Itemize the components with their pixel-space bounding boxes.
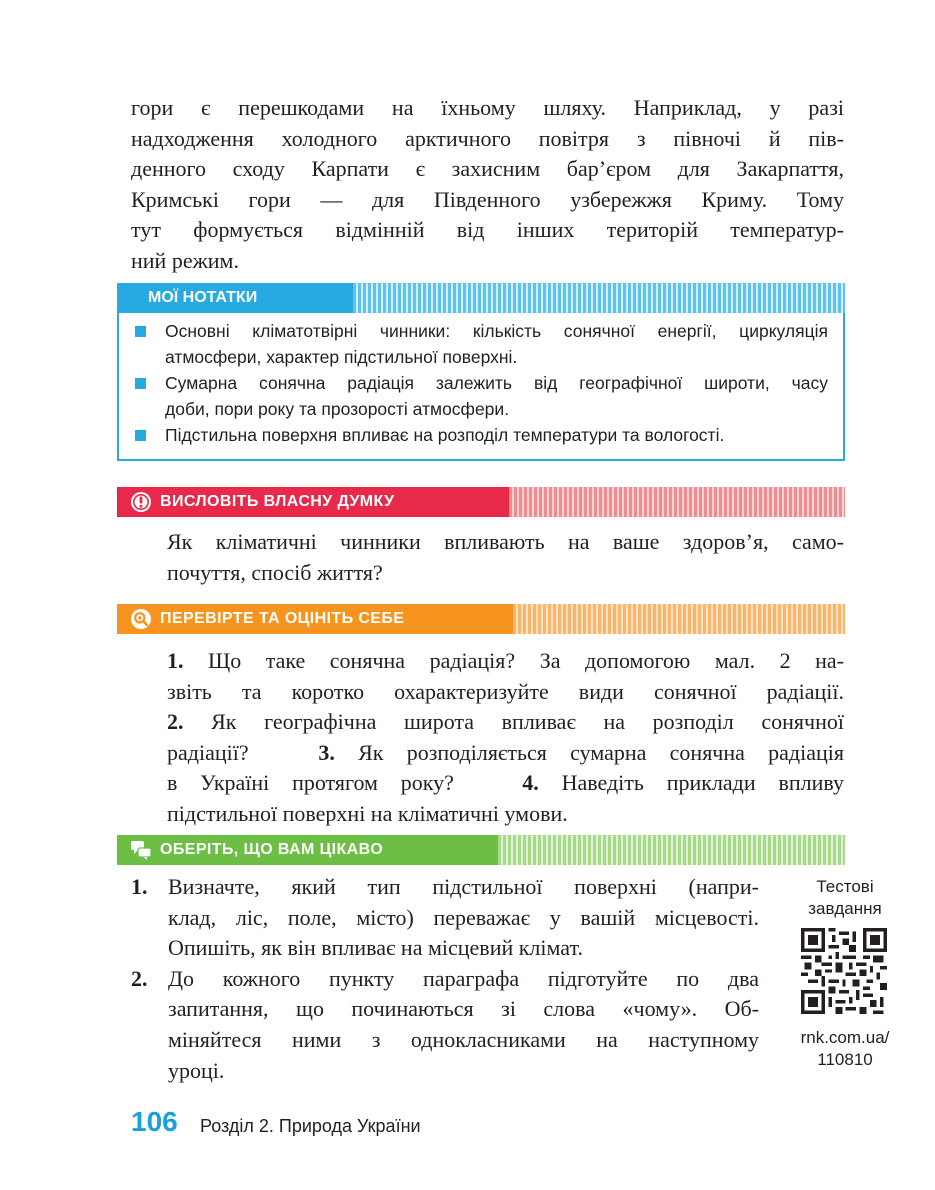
opinion-title: ВИСЛОВІТЬ ВЛАСНУ ДУМКУ — [160, 493, 395, 510]
qr-link-line: 110810 — [817, 1050, 873, 1069]
intro-line: гори є перешкодами на їхньому шляху. Наприклад, у разі — [131, 95, 844, 120]
opinion-line: Як кліматичні чинники впливають на ваше здоров’я, само- — [167, 529, 844, 554]
question-text: в Україні протягом року? — [167, 770, 454, 796]
question-text: Що таке сонячна радіація? За допомогою мал. 2 на- — [208, 648, 844, 673]
opinion-header-stripes — [509, 487, 845, 517]
item-line: запитання, що починаються зі слова «чому». Об- — [168, 996, 759, 1022]
check-title: ПЕРЕВІРТЕ ТА ОЦІНІТЬ СЕБЕ — [160, 610, 405, 627]
choose-header-bar — [117, 835, 498, 865]
check-questions — [167, 646, 844, 830]
footer-section: Розділ 2. Природа України — [200, 1116, 421, 1136]
magnifier-icon — [130, 608, 152, 630]
square-bullet-icon — [135, 378, 146, 389]
note-item — [134, 422, 828, 448]
chat-icon — [130, 839, 152, 861]
qr-title-line: Тестові — [816, 877, 874, 896]
check-line — [167, 677, 844, 708]
item-line: До кожного пункту параграфа підготуйте по два — [168, 965, 759, 991]
list-item — [131, 872, 759, 964]
item-line: уроці. — [168, 1057, 225, 1083]
item-line: міняйтеся ними з однокласниками на наступному — [168, 1026, 759, 1052]
check-header-bar — [117, 604, 513, 634]
opinion-text — [167, 527, 844, 588]
item-line: Визначте, який тип підстильної поверхні (напри- — [168, 874, 759, 899]
exclamation-icon — [130, 491, 152, 513]
note-item — [134, 318, 828, 370]
intro-line: денного сходу Карпати є захисним бар’єром для Закарпаття, — [131, 156, 844, 182]
qr-title — [790, 876, 900, 920]
choose-header — [117, 835, 845, 865]
question-number: 3. — [318, 739, 335, 765]
question-text: Як розподіляється сумарна сонячна радіація — [358, 739, 844, 765]
note-line: Підстильна поверхня впливає на розподіл температури та вологості. — [165, 425, 725, 445]
item-line: клад, ліс, поле, місто) переважає у вашій місцевості. — [168, 904, 759, 930]
check-line — [167, 799, 844, 830]
note-line: доби, пори року та прозорості атмосфери. — [165, 399, 510, 419]
question-number: 1. — [167, 648, 184, 673]
page-number: 106 — [131, 1106, 178, 1137]
question-number: 2. — [167, 709, 184, 735]
opinion-line: почуття, спосіб життя? — [167, 559, 383, 585]
question-text: звіть та коротко охарактеризуйте види сонячної радіації. — [167, 678, 844, 704]
qr-link-line: rnk.com.ua/ — [800, 1028, 890, 1047]
notes-list — [134, 318, 828, 448]
check-line — [167, 707, 844, 738]
question-text: радіації? — [167, 739, 249, 765]
note-line: атмосфери, характер підстильної поверхні. — [165, 347, 518, 367]
question-text: Як географічна широта впливає на розподіл сонячної — [211, 709, 845, 735]
intro-line: тут формується відмінній від інших територій температур- — [131, 217, 844, 243]
qr-title-line: завдання — [808, 899, 882, 918]
item-number: 1. — [131, 874, 148, 899]
note-item — [134, 370, 828, 422]
notes-header — [117, 283, 845, 313]
intro-paragraph — [131, 93, 844, 277]
opinion-header-bar — [117, 487, 509, 517]
item-number: 2. — [131, 965, 148, 991]
qr-code[interactable] — [801, 928, 887, 1014]
choose-title: ОБЕРІТЬ, ЩО ВАМ ЦІКАВО — [160, 841, 384, 858]
list-item — [131, 964, 759, 1086]
square-bullet-icon — [135, 326, 146, 337]
question-text: Наведіть приклади впливу — [561, 770, 844, 796]
note-line: Основні кліматотвірні чинники: кількість сонячної енергії, циркуляція — [165, 321, 828, 341]
opinion-header — [117, 487, 845, 517]
item-line: Опишіть, як він впливає на місцевий клімат. — [168, 935, 583, 961]
check-header — [117, 604, 845, 634]
check-line — [167, 646, 844, 677]
question-number: 4. — [522, 770, 539, 796]
check-header-stripes — [513, 604, 845, 634]
choose-list — [131, 872, 759, 1086]
intro-line: ний режим. — [131, 247, 239, 273]
notes-header-stripes — [353, 283, 845, 313]
question-text: підстильної поверхні на кліматичні умови. — [167, 800, 568, 826]
check-line — [167, 768, 844, 799]
qr-link[interactable] — [790, 1027, 900, 1071]
square-bullet-icon — [135, 430, 146, 441]
intro-line: Кримські гори — для Південного узбережжя Криму. Тому — [131, 186, 844, 212]
choose-header-stripes — [498, 835, 845, 865]
note-line: Сумарна сонячна радіація залежить від географічної широти, часу — [165, 373, 828, 393]
notes-title: МОЇ НОТАТКИ — [117, 283, 353, 313]
intro-line: надходження холодного арктичного повітря з півночі й пів- — [131, 125, 844, 151]
check-line — [167, 738, 844, 769]
